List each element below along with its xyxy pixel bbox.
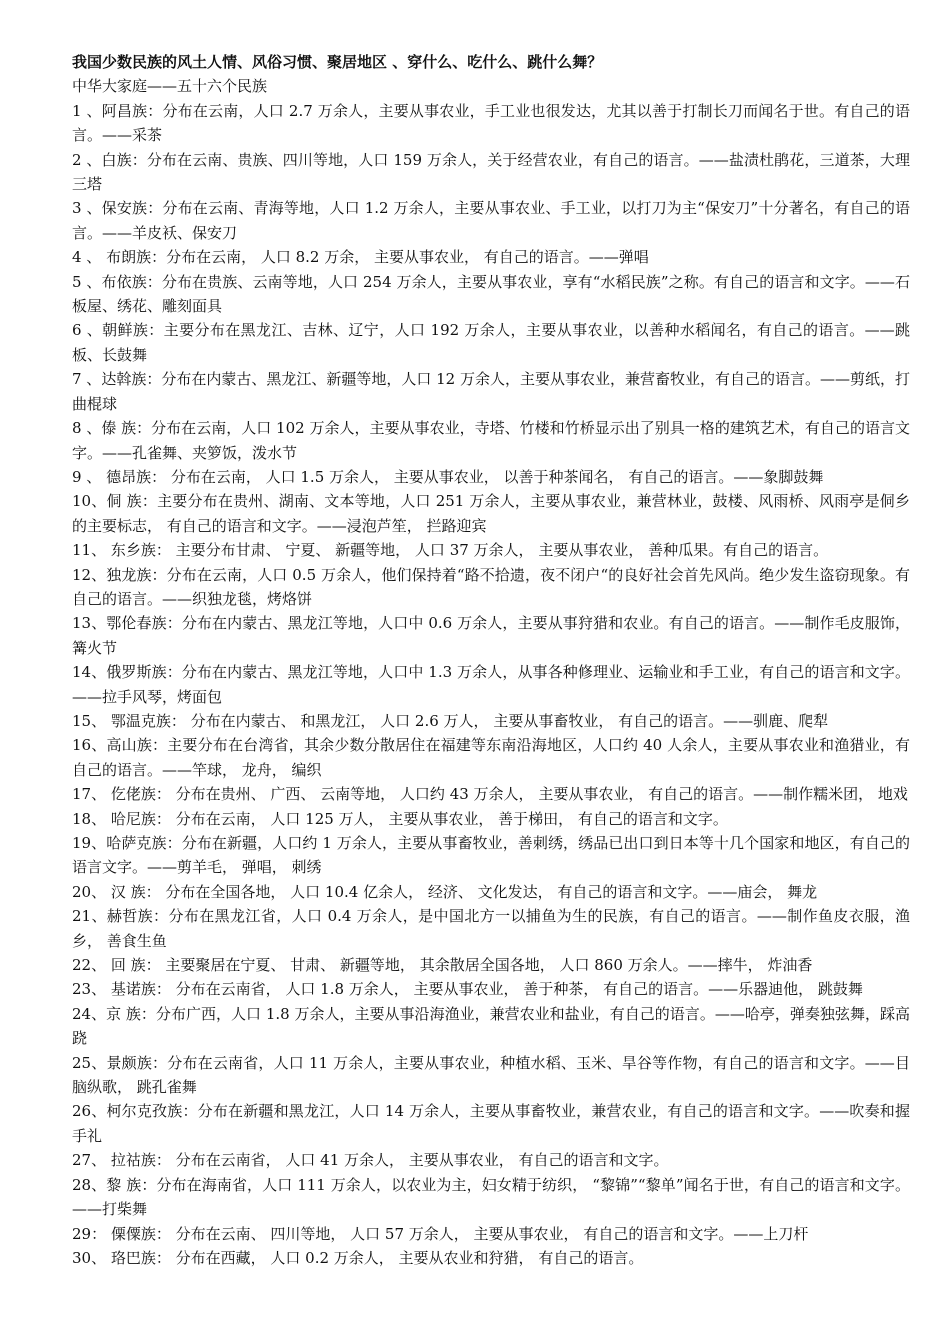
ethnic-group-entry: 15、 鄂温克族： 分布在内蒙古、 和黑龙江， 人口 2.6 万人， 主要从事畜牧业， 有自己的语言。——驯鹿、爬犁 [72, 711, 829, 730]
ethnic-group-entry: 22、 回 族： 主要聚居在宁夏、 甘肃、 新疆等地， 其余散居全国各地， 人口 860 万余人。——摔牛， 炸油香 [72, 956, 813, 975]
ethnic-group-entry: 6 、朝鲜族：主要分布在黑龙江、吉林、辽宁，人口 192 万余人，主要从事农业，以善种水稻闻名，有自己的语言。——跳板、长鼓舞 [72, 321, 910, 364]
ethnic-group-entry: 8 、傣 族：分布在云南，人口 102 万余人，主要从事农业，寺塔、竹楼和竹桥显示出了别具一格的建筑艺术，有自己的语言文字。——孔雀舞、夹箩饭，泼水节 [72, 419, 910, 462]
ethnic-group-entry: 3 、保安族：分布在云南、青海等地，人口 1.2 万余人，主要从事农业、手工业，以打刀为主“保安刀”十分著名，有自己的语言。——羊皮袄、保安刀 [72, 199, 910, 242]
ethnic-group-entry: 24、京 族：分布广西，人口 1.8 万余人，主要从事沿海渔业，兼营农业和盐业，有自己的语言。——哈亭，弹奏独弦舞，踩高跷 [72, 1004, 910, 1048]
ethnic-group-entry: 12、独龙族：分布在云南，人口 0.5 万余人，他们保持着“路不拾遗，夜不闭户“的良好社会首先风尚。绝少发生盗窃现象。有自己的语言。——织独龙毯，烤烙饼 [72, 565, 910, 608]
ethnic-group-entry: 7 、达斡族：分布在内蒙古、黑龙江、新疆等地，人口 12 万余人，主要从事农业，兼营畜牧业，有自己的语言。——剪纸，打曲棍球 [72, 370, 910, 413]
ethnic-group-entry: 23、 基诺族： 分布在云南省， 人口 1.8 万余人， 主要从事农业， 善于种茶， 有自己的语言。——乐器迪他， 跳鼓舞 [72, 980, 863, 999]
ethnic-group-entry: 13、鄂伦春族：分布在内蒙古、黑龙江等地，人口中 0.6 万余人，主要从事狩猎和农业。有自己的语言。——制作毛皮服饰，篝火节 [72, 614, 910, 657]
ethnic-group-entry: 21、赫哲族：分布在黑龙江省，人口 0.4 万余人，是中国北方一以捕鱼为生的民族，有自己的语言。——制作鱼皮衣服，渔乡， 善食生鱼 [72, 907, 910, 950]
ethnic-group-entry: 5 、布依族：分布在贵族、云南等地，人口 254 万余人，主要从事农业，享有“水稻民族”之称。有自己的语言和文字。——石板屋、绣花、雕刻面具 [72, 272, 910, 316]
ethnic-group-entry: 29： 傈僳族： 分布在云南、 四川等地， 人口 57 万余人， 主要从事农业， 有自己的语言和文字。——上刀杆 [72, 1224, 809, 1243]
ethnic-group-entry: 16、高山族：主要分布在台湾省，其余少数分散居住在福建等东南沿海地区，人口约 40 人余人，主要从事农业和渔猎业，有自己的语言。——竿球， 龙舟， 编织 [72, 736, 910, 779]
ethnic-group-entry: 10、侗 族：主要分布在贵州、湖南、文本等地，人口 251 万余人，主要从事农业，兼营林业，鼓楼、风雨桥、风雨亭是侗乡的主要标志， 有自己的语言和文字。——浸泡芦笙， 拦路迎宾 [72, 492, 910, 535]
document-title: 我国少数民族的风土人情、风俗习惯、聚居地区 、穿什么、吃什么、跳什么舞？ [72, 53, 603, 71]
ethnic-group-entry: 25、景颇族：分布在云南省，人口 11 万余人，主要从事农业，种植水稻、玉米、旱谷等作物，有自己的语言和文字。——目脑纵歌， 跳孔雀舞 [72, 1053, 910, 1097]
ethnic-group-entry: 30、 珞巴族： 分布在西藏， 人口 0.2 万余人， 主要从农业和狩猎， 有自己的语言。 [72, 1248, 644, 1267]
ethnic-group-entry: 2 、白族：分布在云南、贵族、四川等地，人口 159 万余人，关于经营农业，有自己的语言。——盐渍杜鹃花，三道茶，大理三塔 [72, 150, 910, 194]
ethnic-group-entry: 17、 仡佬族： 分布在贵州、 广西、 云南等地， 人口约 43 万余人， 主要从事农业， 有自己的语言。——制作糯米团， 地戏 [72, 785, 908, 804]
ethnic-group-entry: 27、 拉祜族： 分布在云南省， 人口 41 万余人， 主要从事农业， 有自己的语言和文字。 [72, 1151, 669, 1170]
ethnic-group-entry: 9 、 德昂族： 分布在云南， 人口 1.5 万余人， 主要从事农业， 以善于种茶闻名， 有自己的语言。——象脚鼓舞 [72, 467, 824, 486]
ethnic-group-entry: 11、 东乡族： 主要分布甘肃、 宁夏、 新疆等地， 人口 37 万余人， 主要从事农业， 善种瓜果。有自己的语言。 [72, 541, 829, 560]
ethnic-group-entry: 19、哈萨克族：分布在新疆，人口约 1 万余人，主要从事畜牧业，善刺绣，绣品已出口到日本等十几个国家和地区，有自己的语言文字。——剪羊毛， 弹唱， 刺绣 [72, 834, 910, 877]
entry-list [72, 99, 910, 1271]
ethnic-group-entry: 14、俄罗斯族：分布在内蒙古、黑龙江等地，人口中 1.3 万余人，从事各种修理业、运输业和手工业，有自己的语言和文字。——拉手风琴，烤面包 [72, 663, 910, 706]
ethnic-group-entry: 26、柯尔克孜族：分布在新疆和黑龙江，人口 14 万余人，主要从事畜牧业，兼营农业，有自己的语言和文字。——吹奏和握手礼 [72, 1102, 910, 1145]
ethnic-group-entry: 18、 哈尼族： 分布在云南， 人口 125 万人， 主要从事农业， 善于梯田， 有自己的语言和文字。 [72, 809, 728, 828]
ethnic-group-entry: 20、 汉 族： 分布在全国各地， 人口 10.4 亿余人， 经济、 文化发达， 有自己的语言和文字。——庙会， 舞龙 [72, 882, 818, 901]
ethnic-group-entry: 4 、 布朗族：分布在云南， 人口 8.2 万余， 主要从事农业， 有自己的语言。——弹唱 [72, 248, 649, 267]
ethnic-group-entry: 28、黎 族：分布在海南省，人口 111 万余人，以农业为主，妇女精于纺织， “黎锦”“黎单”闻名于世，有自己的语言和文字。——打柴舞 [72, 1175, 910, 1219]
ethnic-group-entry: 1 、阿昌族：分布在云南，人口 2.7 万余人，主要从事农业，手工业也很发达，尤其以善于打制长刀而闻名于世。有自己的语言。——采茶 [72, 101, 910, 145]
document-subtitle: 中华大家庭——五十六个民族 [72, 77, 268, 96]
